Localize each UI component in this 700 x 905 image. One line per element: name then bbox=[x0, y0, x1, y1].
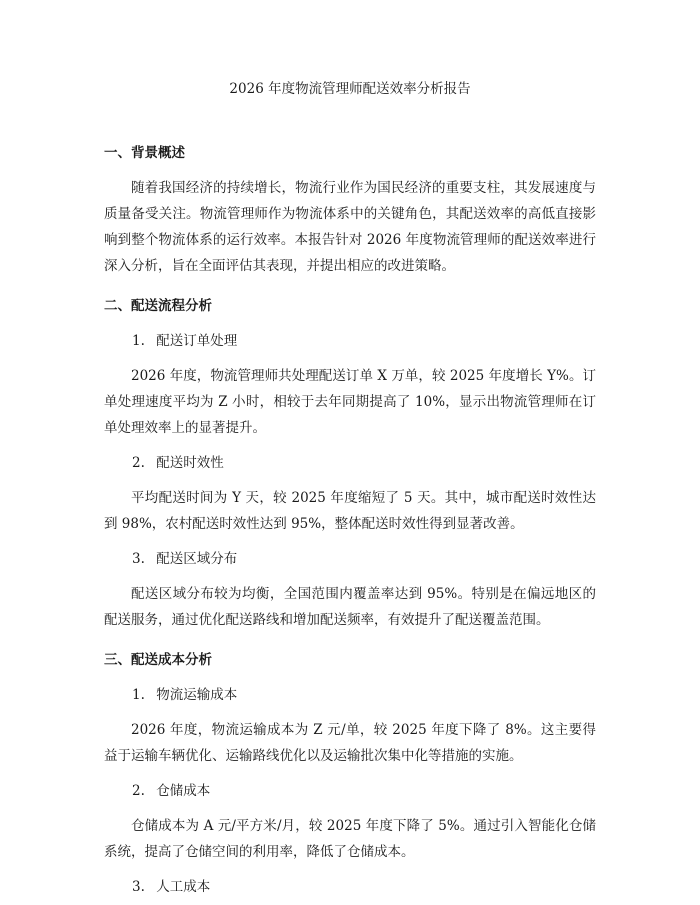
section-paragraph-background: 随着我国经济的持续增长，物流行业作为国民经济的重要支柱，其发展速度与质量备受关注。物流管理师作为物流体系中的关键角色，其配送效率的高低直接影响到整个物流体系的运行效率。本报告针对 2026 年度物流管理师的配送效率进行深入分析，旨在全面评估其表现，并提出相应的改进策略。 bbox=[104, 180, 596, 274]
document-body bbox=[104, 140, 596, 900]
subsection-heading bbox=[104, 328, 596, 354]
document-title: 2026 年度物流管理师配送效率分析报告 bbox=[229, 81, 471, 97]
subsection-label: 配送时效性 bbox=[156, 455, 224, 471]
subsection-paragraph: 2026 年度，物流运输成本为 Z 元/单，较 2025 年度下降了 8%。这主要得益于运输车辆优化、运输路线优化以及运输批次集中化等措施的实施。 bbox=[104, 722, 596, 764]
section-heading-cost: 三、配送成本分析 bbox=[104, 652, 212, 668]
subsection-label: 配送订单处理 bbox=[156, 333, 238, 349]
section-heading-process: 二、配送流程分析 bbox=[104, 298, 212, 314]
subsection-heading bbox=[104, 874, 596, 900]
subsection-number: 3. bbox=[132, 879, 145, 895]
subsection-number: 3. bbox=[132, 551, 145, 567]
subsection-label: 配送区域分布 bbox=[156, 551, 238, 567]
subsection-paragraph: 平均配送时间为 Y 天，较 2025 年度缩短了 5 天。其中，城市配送时效性达到 98%，农村配送时效性达到 95%，整体配送时效性得到显著改善。 bbox=[104, 490, 596, 532]
section-heading-background: 一、背景概述 bbox=[104, 145, 185, 161]
subsection-heading bbox=[104, 778, 596, 804]
subsection-heading bbox=[104, 546, 596, 572]
subsection-heading bbox=[104, 682, 596, 708]
subsection-label: 仓储成本 bbox=[156, 783, 211, 799]
subsection-number: 2. bbox=[132, 455, 145, 471]
subsection-label: 物流运输成本 bbox=[156, 687, 238, 703]
subsection-number: 1. bbox=[132, 687, 145, 703]
subsection-heading bbox=[104, 450, 596, 476]
subsection-number: 1. bbox=[132, 333, 145, 349]
subsection-paragraph: 仓储成本为 A 元/平方米/月，较 2025 年度下降了 5%。通过引入智能化仓储系统，提高了仓储空间的利用率，降低了仓储成本。 bbox=[104, 818, 596, 860]
subsection-paragraph: 2026 年度，物流管理师共处理配送订单 X 万单，较 2025 年度增长 Y%。订单处理速度平均为 Z 小时，相较于去年同期提高了 10%，显示出物流管理师在订单处理效率上的显著提升。 bbox=[104, 368, 596, 436]
subsection-label: 人工成本 bbox=[156, 879, 211, 895]
subsection-paragraph: 配送区域分布较为均衡，全国范围内覆盖率达到 95%。特别是在偏远地区的配送服务，通过优化配送路线和增加配送频率，有效提升了配送覆盖范围。 bbox=[104, 586, 596, 628]
subsection-number: 2. bbox=[132, 783, 145, 799]
